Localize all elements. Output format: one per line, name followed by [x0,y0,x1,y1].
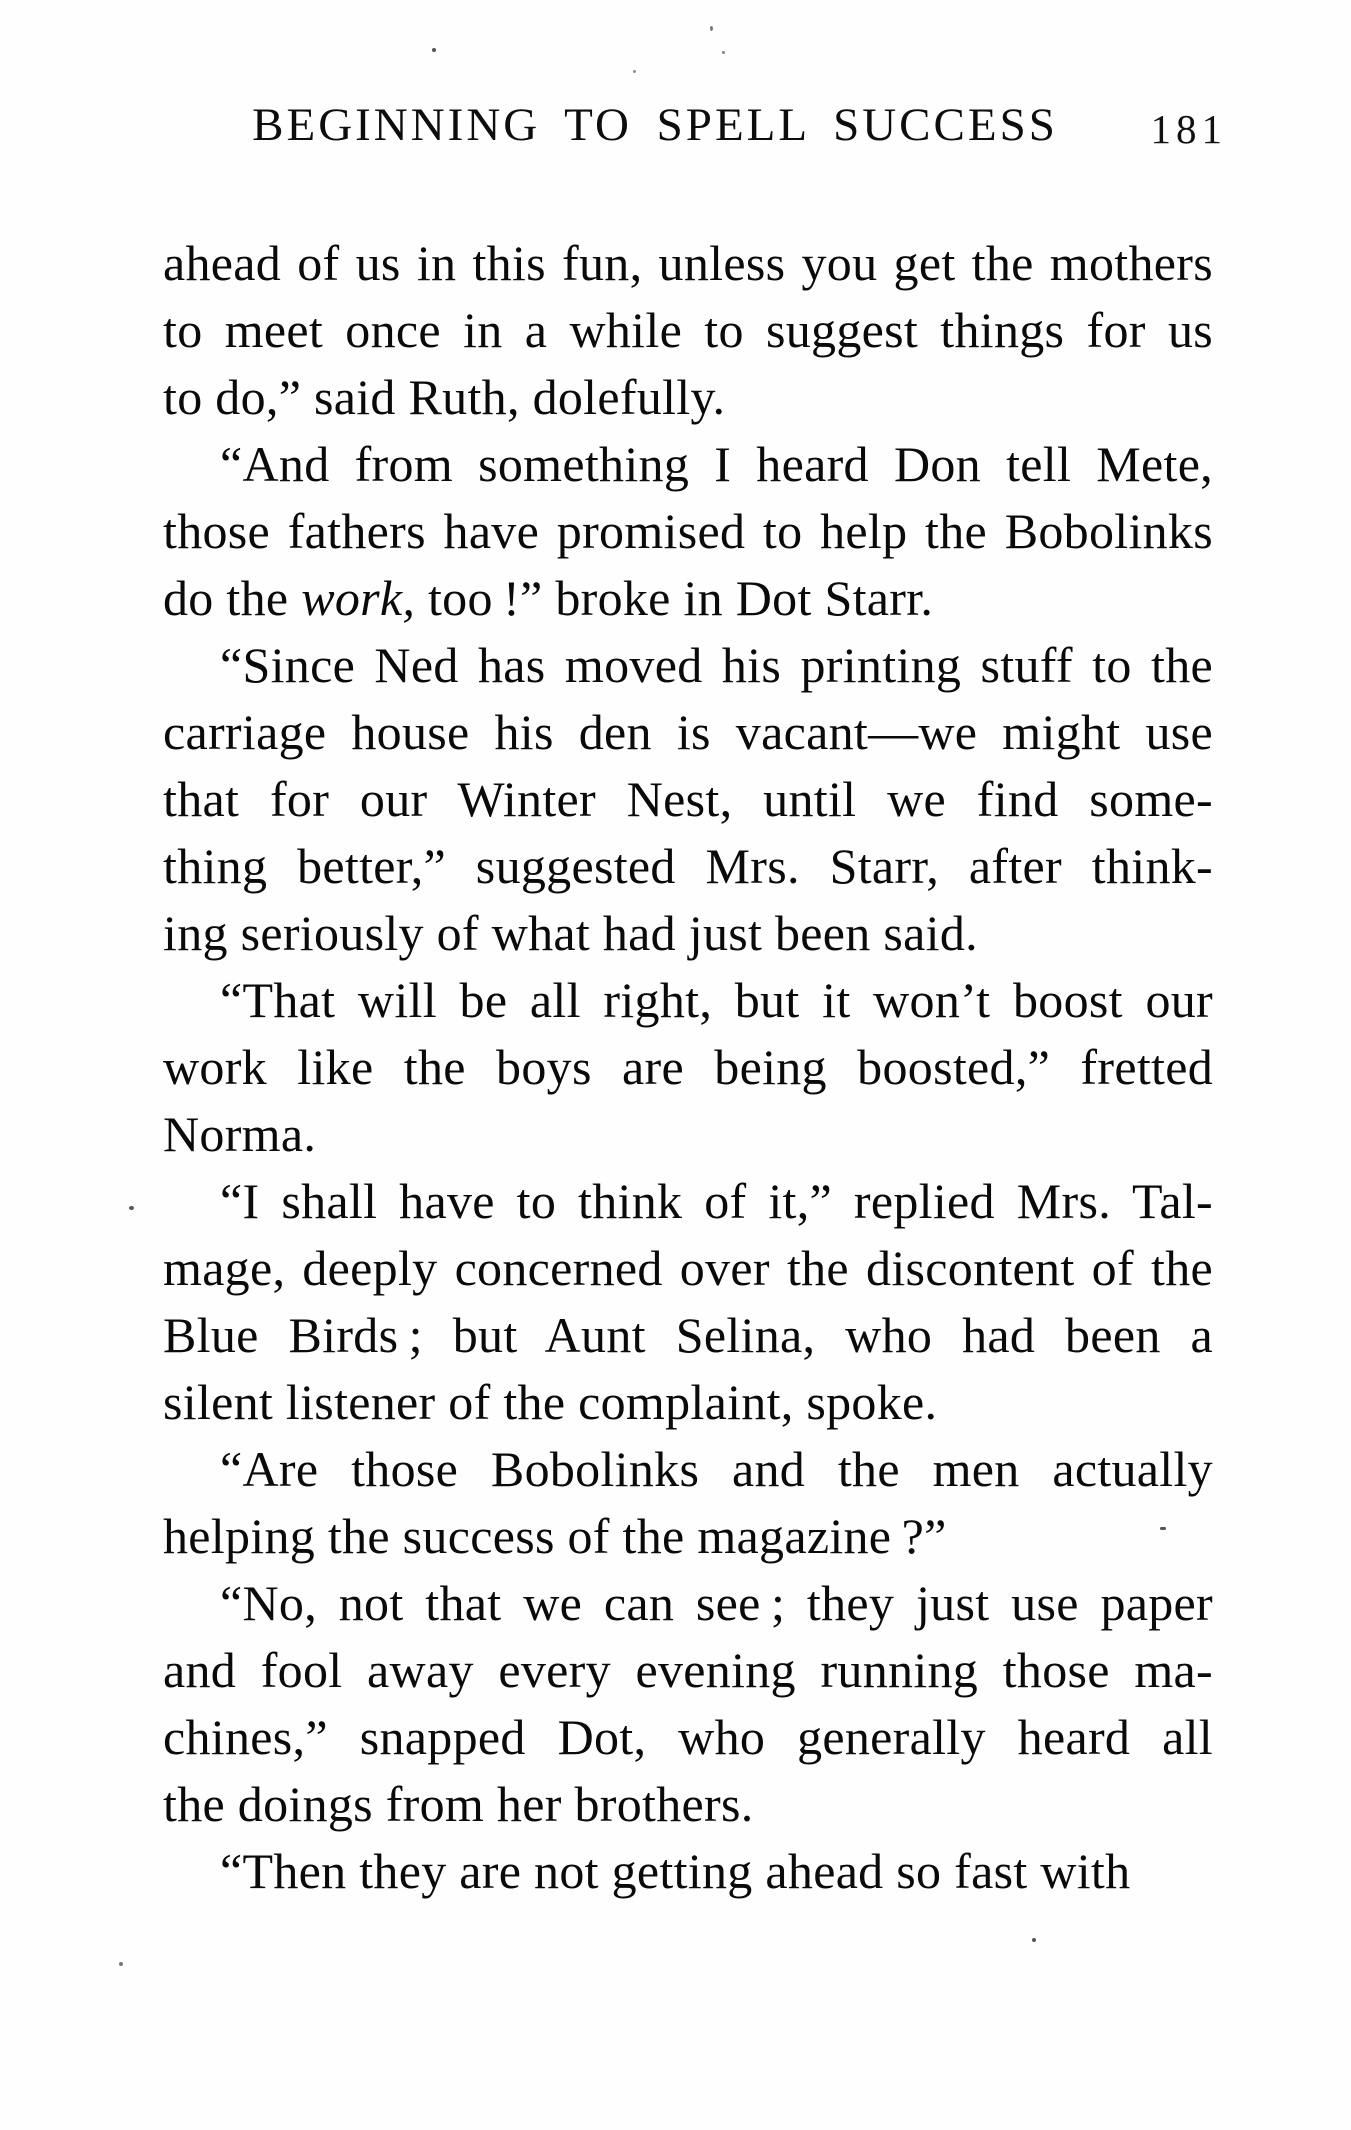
paragraph [163,1436,1213,1570]
scan-speck [633,70,636,73]
scan-speck [722,51,725,54]
text-line: “That will be all right, but it won’t boost our [220,972,1213,1028]
scan-speck [432,48,436,52]
running-head [163,98,1227,168]
paragraph [163,1838,1213,1905]
text-line: silent listener of the complaint, spoke. [163,1374,938,1430]
scan-speck [1160,1527,1166,1530]
scan-speck [129,1206,134,1210]
text-line: chines,” snapped Dot, who generally heard all [163,1709,1213,1765]
text-line: that for our Winter Nest, until we find some- [163,771,1213,827]
text-line: “Are those Bobolinks and the men actually [220,1441,1213,1497]
paragraph [163,1168,1213,1436]
body-text [163,230,1213,1905]
chapter-title: BEGINNING TO SPELL SUCCESS [252,99,1058,151]
paragraph [163,967,1213,1168]
text-line: “Then they are not getting ahead so fast with [220,1843,1131,1899]
text-line: ing seriously of what had just been said. [163,905,978,961]
text-line: those fathers have promised to help the Bobolinks [163,503,1213,559]
paragraph [163,431,1213,632]
text-line: “Since Ned has moved his printing stuff to the [220,637,1213,693]
text-line: and fool away every evening running those ma- [163,1642,1213,1698]
paragraph [163,632,1213,967]
page-number: 181 [1150,106,1227,152]
paragraph [163,1570,1213,1838]
text-line: thing better,” suggested Mrs. Starr, after think- [163,838,1213,894]
text-line: do the work, too !” broke in Dot Starr. [163,570,934,626]
text-line: helping the success of the magazine ?” [163,1508,947,1564]
text-line: “I shall have to think of it,” replied Mrs. Tal- [220,1173,1213,1229]
text-line: “No, not that we can see ; they just use paper [220,1575,1213,1631]
text-line: carriage house his den is vacant—we might use [163,704,1213,760]
paragraph [163,230,1213,431]
scan-speck [119,1962,123,1966]
text-line: ahead of us in this fun, unless you get the mothers [163,235,1213,291]
text-line: to do,” said Ruth, dolefully. [163,369,726,425]
scan-speck [1032,1938,1036,1942]
text-line: the doings from her brothers. [163,1776,754,1832]
text-line: “And from something I heard Don tell Mete, [220,436,1213,492]
text-line: to meet once in a while to suggest things for us [163,302,1213,358]
text-line: Norma. [163,1106,317,1162]
text-line: Blue Birds ; but Aunt Selina, who had been a [163,1307,1213,1363]
text-line: mage, deeply concerned over the discontent of the [163,1240,1213,1296]
scan-speck [710,26,713,31]
text-line: work like the boys are being boosted,” fretted [163,1039,1213,1095]
